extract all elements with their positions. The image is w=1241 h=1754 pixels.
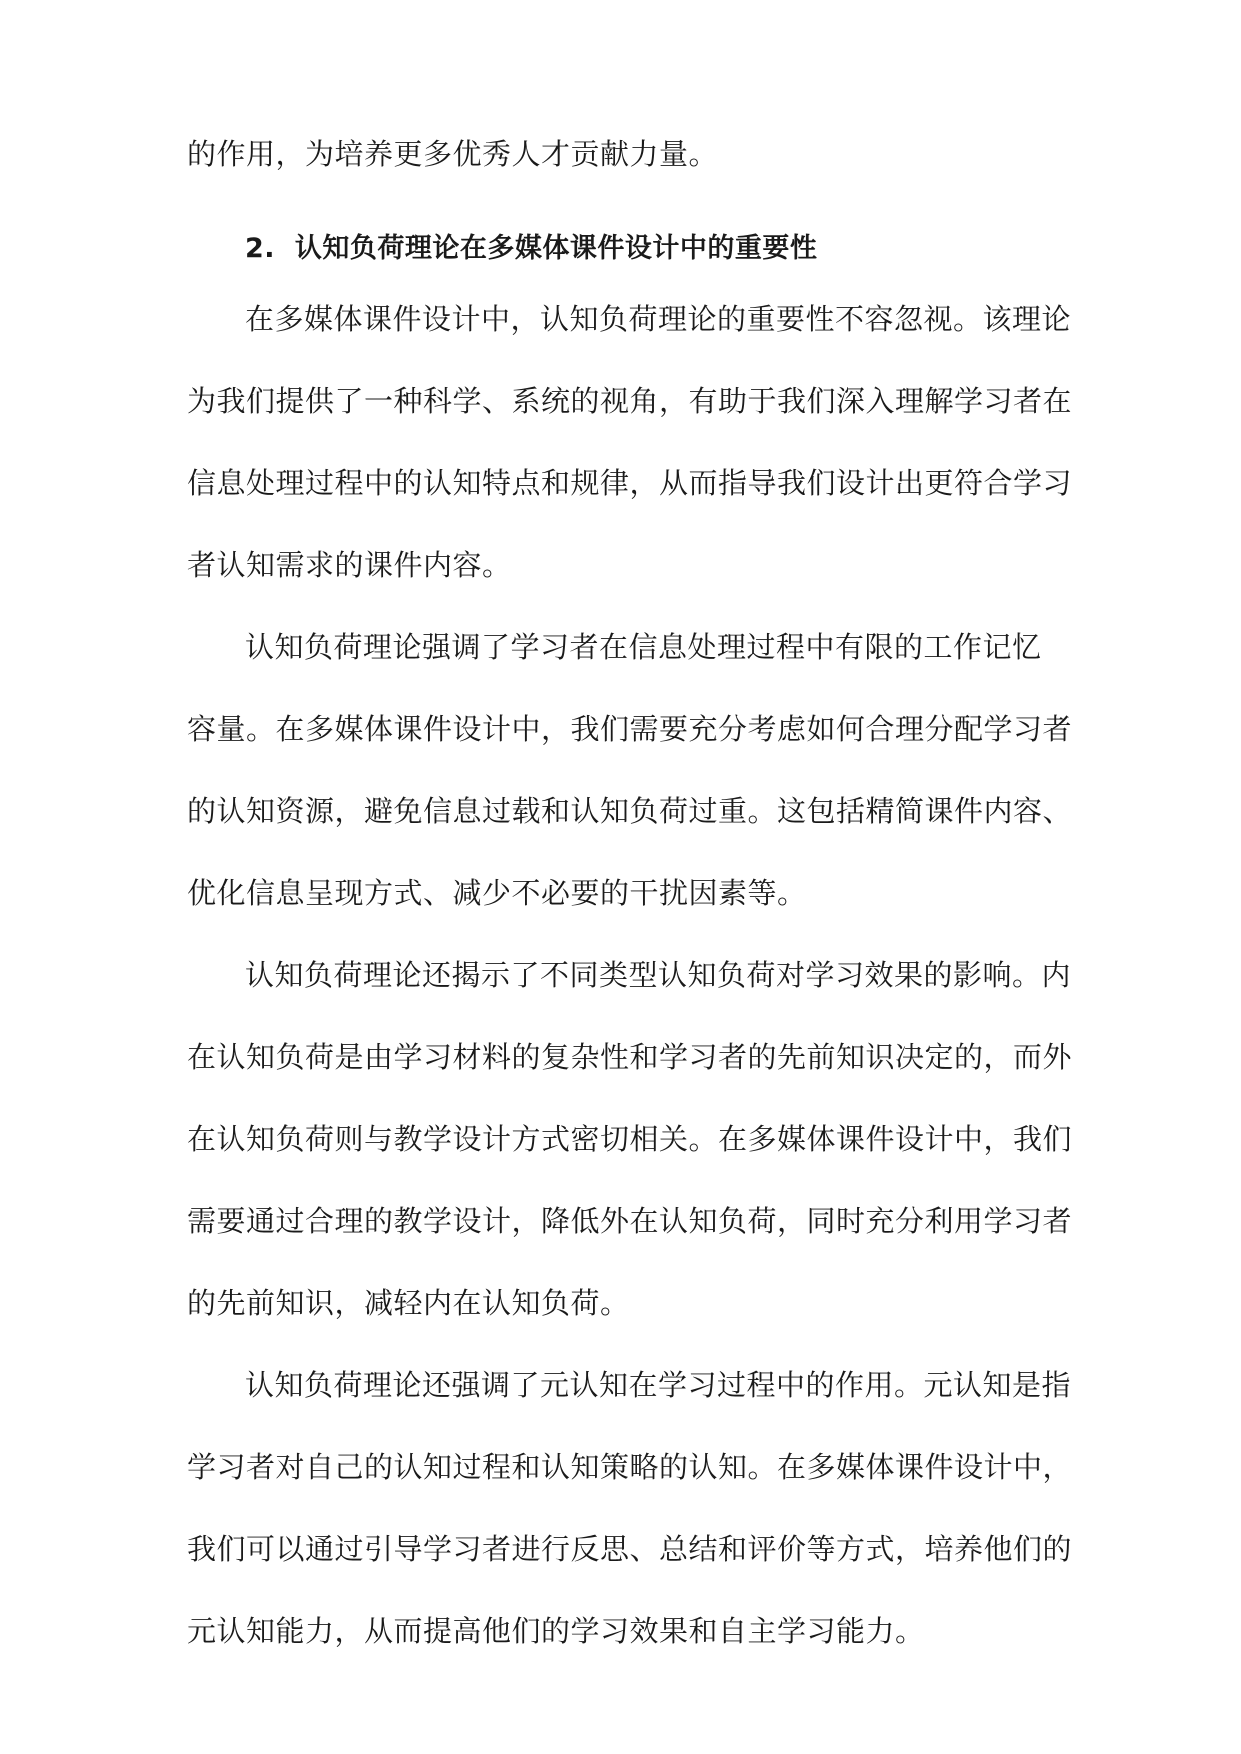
paragraph-4 (187, 1344, 1073, 1672)
paragraph-line: 信息处理过程中的认知特点和规律，从而指导我们设计出更符合学习 (187, 466, 1073, 500)
paragraph-line: 优化信息呈现方式、减少不必要的干扰因素等。 (187, 876, 807, 910)
paragraph-line: 元认知能力，从而提高他们的学习效果和自主学习能力。 (187, 1614, 925, 1648)
continuation-paragraph (187, 113, 1067, 195)
paragraph-line: 在多媒体课件设计中，认知负荷理论的重要性不容忽视。该理论 (245, 302, 1072, 336)
paragraph-line: 为我们提供了一种科学、系统的视角，有助于我们深入理解学习者在 (187, 384, 1073, 418)
paragraph-line: 认知负荷理论还强调了元认知在学习过程中的作用。元认知是指 (245, 1368, 1072, 1402)
paragraph-line: 我们可以通过引导学习者进行反思、总结和评价等方式，培养他们的 (187, 1532, 1073, 1566)
paragraph-line: 需要通过合理的教学设计，降低外在认知负荷，同时充分利用学习者 (187, 1204, 1073, 1238)
continuation-line: 的作用，为培养更多优秀人才贡献力量。 (187, 137, 719, 171)
paragraph-line: 认知负荷理论强调了学习者在信息处理过程中有限的工作记忆 (245, 630, 1042, 664)
paragraph-line: 在认知负荷则与教学设计方式密切相关。在多媒体课件设计中，我们 (187, 1122, 1073, 1156)
paragraph-line: 的先前知识，减轻内在认知负荷。 (187, 1286, 630, 1320)
paragraph-1 (187, 278, 1073, 606)
section-title: 认知负荷理论在多媒体课件设计中的重要性 (294, 233, 818, 264)
section-number: 2. (245, 233, 276, 264)
paragraph-line: 者认知需求的课件内容。 (187, 548, 512, 582)
paragraph-line: 认知负荷理论还揭示了不同类型认知负荷对学习效果的影响。内 (245, 958, 1072, 992)
paragraph-line: 容量。在多媒体课件设计中，我们需要充分考虑如何合理分配学习者 (187, 712, 1073, 746)
paragraph-line: 学习者对自己的认知过程和认知策略的认知。在多媒体课件设计中， (187, 1450, 1073, 1484)
paragraph-line: 在认知负荷是由学习材料的复杂性和学习者的先前知识决定的，而外 (187, 1040, 1073, 1074)
paragraph-3 (187, 934, 1073, 1344)
paragraph-2 (187, 606, 1073, 934)
paragraph-line: 的认知资源，避免信息过载和认知负荷过重。这包括精简课件内容、 (187, 794, 1073, 828)
